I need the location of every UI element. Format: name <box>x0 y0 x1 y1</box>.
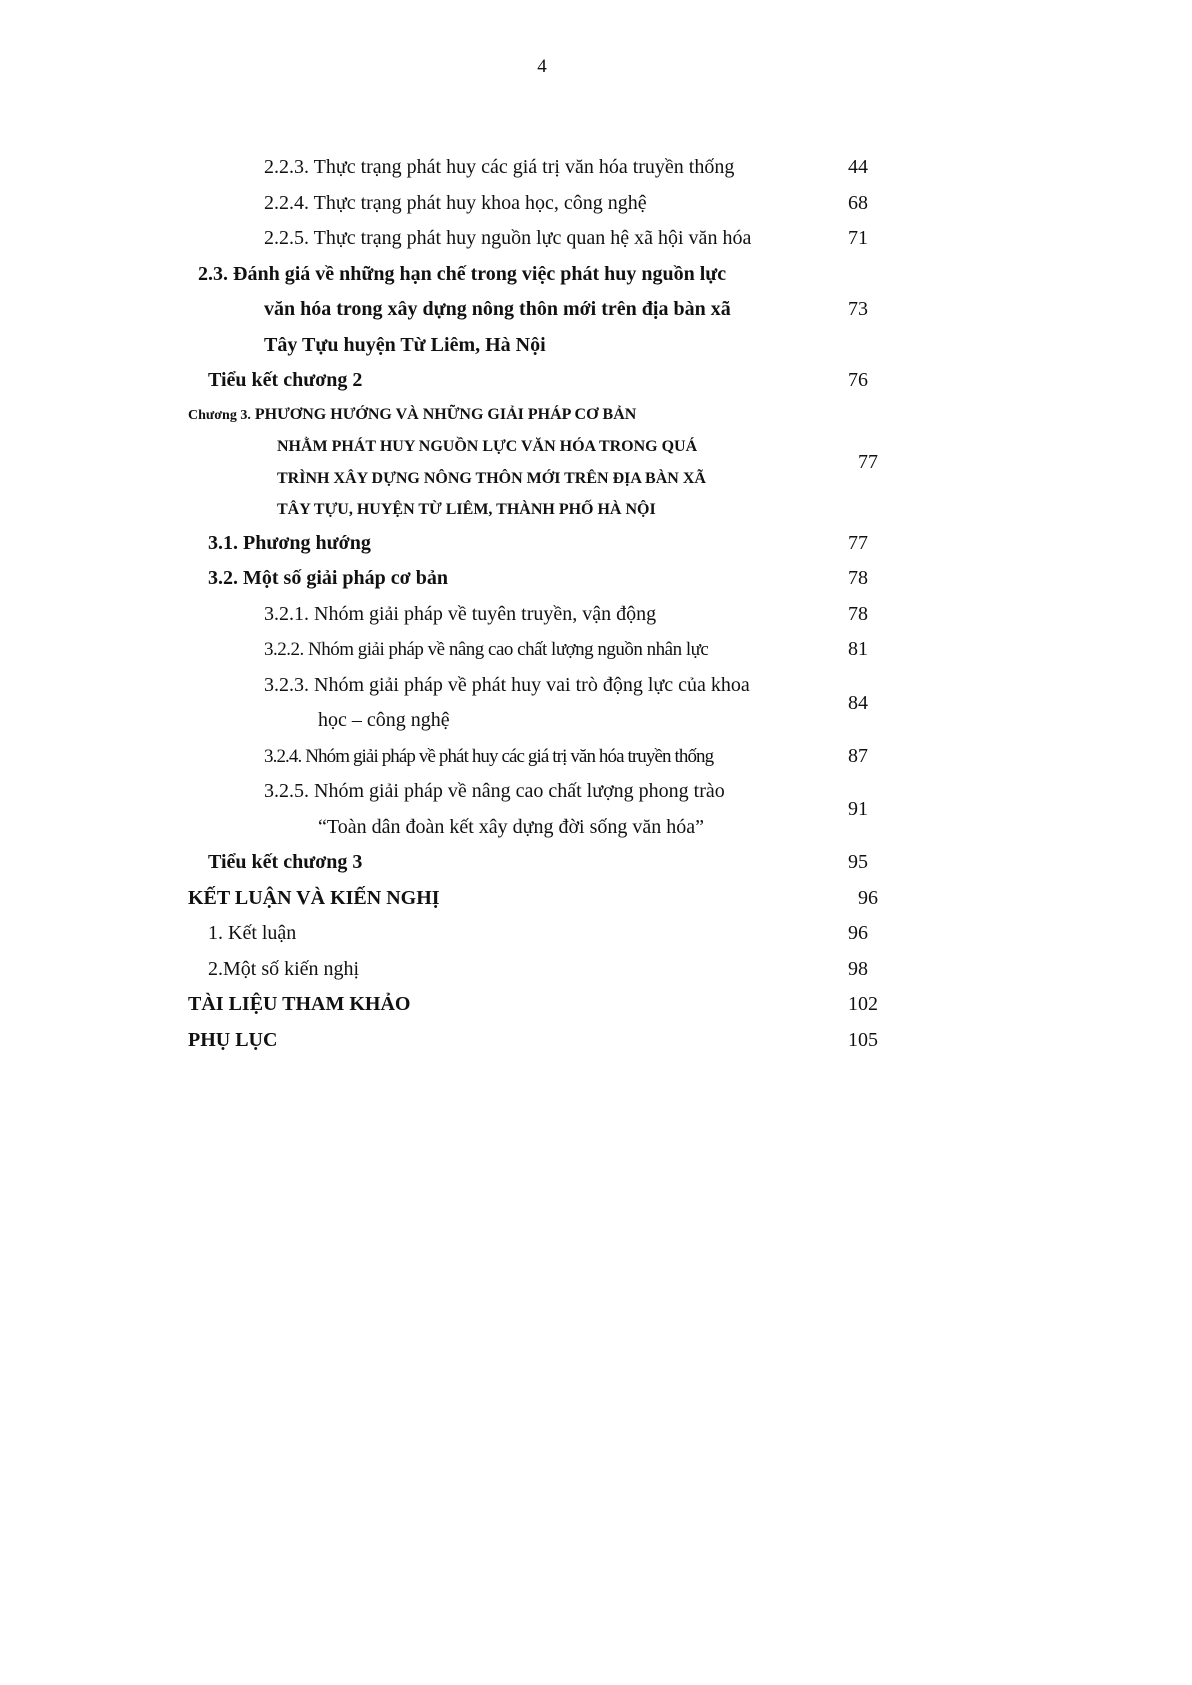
toc-entry-title: Tiểu kết chương 2 <box>208 369 363 391</box>
toc-page-number: 98 <box>848 957 868 980</box>
toc-page-number: 96 <box>858 886 878 909</box>
toc-entry-title: PHỤ LỤC <box>188 1028 278 1051</box>
toc-entry-2-3[interactable] <box>198 257 878 364</box>
toc-entry-title-line: TÂY TỰU, HUYỆN TỪ LIÊM, THÀNH PHỐ HÀ NỘI <box>277 501 656 518</box>
toc-page-number: 78 <box>848 567 868 590</box>
chapter-title-part: PHƯƠNG HƯỚNG VÀ NHỮNG GIẢI PHÁP CƠ BẢN <box>254 405 637 423</box>
toc-entry-3-2-1[interactable] <box>198 597 878 633</box>
toc-entry-2-2-5[interactable] <box>198 221 878 257</box>
toc-page-number: 102 <box>848 993 878 1016</box>
toc-entry-2-2-4[interactable] <box>198 186 878 222</box>
toc-entry-3-2-5[interactable] <box>198 774 878 845</box>
toc-entry-title: 3.2.4. Nhóm giải pháp về phát huy các giá trị văn hóa truyền thống <box>264 745 714 767</box>
toc-page-number: 44 <box>848 156 868 179</box>
toc-entry-3-2[interactable] <box>198 561 878 597</box>
toc-entry-3-2-4[interactable] <box>198 739 878 775</box>
toc-entry-title: Tiểu kết chương 3 <box>208 851 363 873</box>
toc-page-number: 91 <box>848 798 868 820</box>
toc-entry-title-line: Tây Tựu huyện Từ Liêm, Hà Nội <box>264 333 546 356</box>
toc-entry-chapter-3-summary[interactable] <box>198 845 878 881</box>
toc-entry-title-line: TRÌNH XÂY DỰNG NÔNG THÔN MỚI TRÊN ĐỊA BÀN XÃ <box>277 469 706 487</box>
toc-entry-title-line: NHẰM PHÁT HUY NGUỒN LỰC VĂN HÓA TRONG QUÁ <box>277 438 698 455</box>
toc-entry-title-line: 3.2.5. Nhóm giải pháp về nâng cao chất lượng phong trào <box>264 780 725 802</box>
toc-entry-conclusion[interactable] <box>188 881 878 917</box>
toc-page-number: 81 <box>848 638 868 661</box>
toc-page-number: 105 <box>848 1028 878 1051</box>
toc-entry-title: 2.Một số kiến nghị <box>208 957 360 980</box>
toc-entry-chapter-3[interactable] <box>188 399 878 526</box>
toc-entry-title: KẾT LUẬN VÀ KIẾN NGHỊ <box>188 886 440 909</box>
toc-entry-title: 2.2.4. Thực trạng phát huy khoa học, công nghệ <box>264 191 647 214</box>
toc-entry-3-2-3[interactable] <box>198 668 878 739</box>
toc-page-number: 73 <box>848 298 868 321</box>
toc-page-number: 78 <box>848 602 868 625</box>
toc-entry-title: 2.2.5. Thực trạng phát huy nguồn lực quan hệ xã hội văn hóa <box>264 227 752 249</box>
toc-entry-title-line: học – công nghệ <box>318 709 450 731</box>
toc-page-number: 84 <box>848 691 868 714</box>
toc-entry-chapter-2-summary[interactable] <box>198 363 878 399</box>
toc-page-number: 96 <box>848 922 868 945</box>
toc-entry-conclusion-1[interactable] <box>198 916 878 952</box>
toc-entry-title: 3.2.1. Nhóm giải pháp về tuyên truyền, vận động <box>264 602 657 625</box>
toc-page-number: 76 <box>848 369 868 392</box>
toc-page-number: 95 <box>848 851 868 874</box>
toc-entry-appendix[interactable] <box>188 1023 878 1059</box>
toc-page-number: 68 <box>848 191 868 214</box>
toc-entry-title-line: 2.3. Đánh giá về những hạn chế trong việc phát huy nguồn lực <box>198 262 727 285</box>
toc-entry-title-line <box>188 399 788 432</box>
page-number: 4 <box>537 56 547 77</box>
toc-entry-title: 2.2.3. Thực trạng phát huy các giá trị văn hóa truyền thống <box>264 156 735 178</box>
toc-page-number: 71 <box>848 227 868 250</box>
toc-entry-title: 3.2.2. Nhóm giải pháp về nâng cao chất lượng nguồn nhân lực <box>264 639 709 660</box>
toc-entry-3-1[interactable] <box>198 526 878 562</box>
toc-page-number: 87 <box>848 744 868 767</box>
toc-entry-references[interactable] <box>188 987 878 1023</box>
toc-entry-title: 3.2. Một số giải pháp cơ bản <box>208 567 448 589</box>
toc-page-number: 77 <box>848 531 868 554</box>
toc-entry-title: 1. Kết luận <box>208 922 297 944</box>
toc-entry-2-2-3[interactable] <box>198 150 878 186</box>
toc-entry-title-line: “Toàn dân đoàn kết xây dựng đời sống văn hóa” <box>318 815 705 838</box>
toc-entry-title: TÀI LIỆU THAM KHẢO <box>188 993 411 1015</box>
toc-entry-title: 3.1. Phương hướng <box>208 531 371 554</box>
toc-entry-title-line: 3.2.3. Nhóm giải pháp về phát huy vai trò động lực của khoa <box>264 673 750 696</box>
toc-page-number: 77 <box>858 450 878 473</box>
table-of-contents <box>188 150 878 1058</box>
chapter-prefix: Chương 3. <box>188 407 251 423</box>
toc-entry-title-line: văn hóa trong xây dựng nông thôn mới trên địa bàn xã <box>264 298 731 320</box>
toc-entry-3-2-2[interactable] <box>198 632 878 668</box>
toc-entry-conclusion-2[interactable] <box>198 952 878 988</box>
